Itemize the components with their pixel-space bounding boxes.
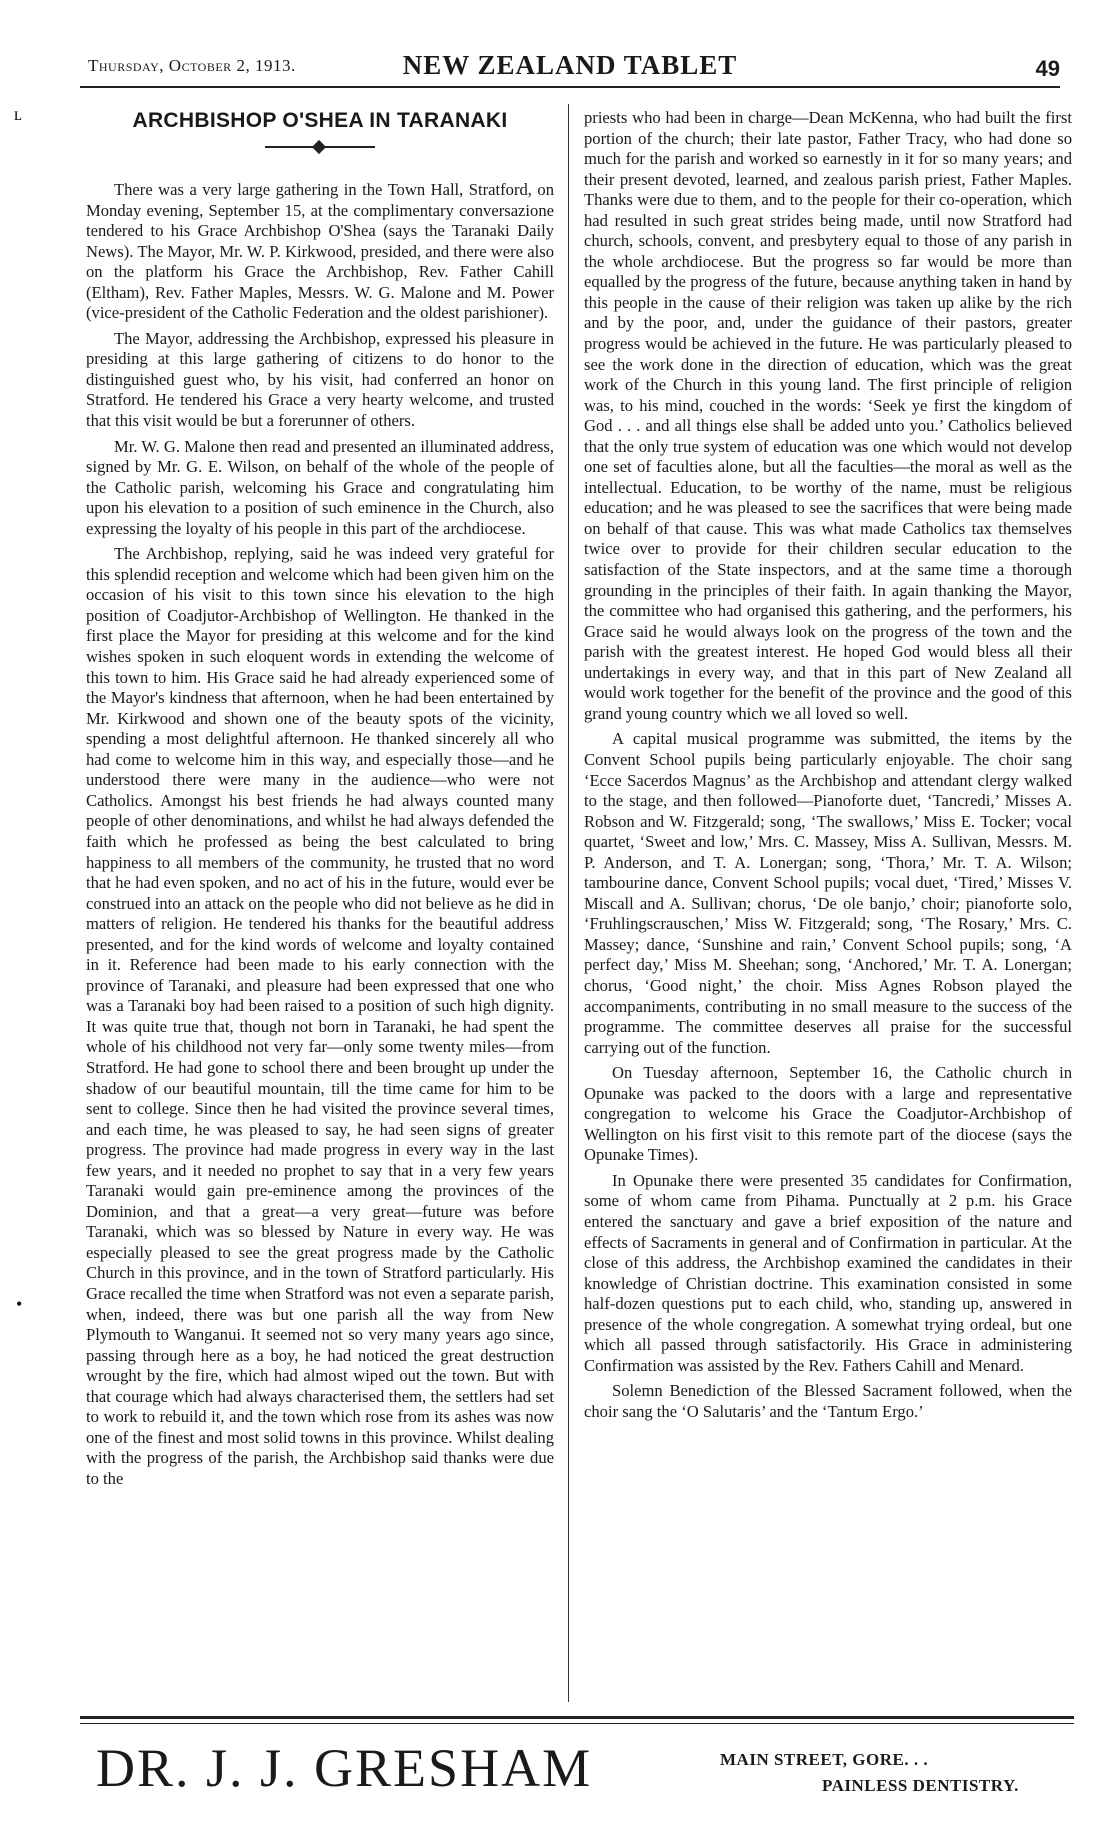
column-divider [568, 104, 569, 1702]
footer-rule [80, 1716, 1074, 1724]
article-headline: ARCHBISHOP O'SHEA IN TARANAKI [132, 109, 508, 132]
article-paragraph: The Mayor, addressing the Archbishop, expressed his pleasure in presiding at this large gathering of citizens to do honor to the distinguished guest who, by his visit, had conferred an honor on Stratford. He tendered his Grace a very hearty welcome, and trusted that this visit would be but a forerunner of others. [86, 328, 554, 431]
margin-mark: ʟ [14, 104, 22, 124]
right-column [584, 108, 1072, 1698]
advertisement-tagline: PAINLESS DENTISTRY. [822, 1776, 1019, 1795]
article-paragraph: The Archbishop, replying, said he was indeed very grateful for this splendid reception and welcome which had been given him on the occasion of his visit to this town since his elevation to the high position of Coadjutor-Archbishop of Wellington. He thanked in the first place the Mayor for presiding at this welcome and for the kind wishes spoken in such eloquent words in extending the welcome of this town to him. His Grace said he had already experienced some of the Mayor's kindness that afternoon, when he had been entertained by Mr. Kirkwood and shown one of the beauty spots of the vicinity, spending a most delightful afternoon. He thanked sincerely all who had come to welcome him in this way, and especially those—and he understood there were many in the audience—who were not Catholics. Amongst his best friends he had always counted many people of other denominations, and whilst he had always defended the faith which he professed as being the best calculated to bring happiness to all members of the community, he trusted that no word that he had even spoken, and no act of his in the future, would ever be construed into an attack on the people who did not believe as he did in matters of religion. He tendered his thanks for the beautiful address presented, and for the kind words of welcome and loyalty contained in it. Reference had been made to his early connection with the province of Taranaki, and pleasure had been expressed that one who was a Taranaki boy had been raised to a position of such high dignity. It was quite true that, though not born in Taranaki, he had spent the whole of his childhood not very far—only some twenty miles—from Stratford. He had gone to school there and been brought up under the shadow of our beautiful mountain, till the time came for him to be sent to college. Since then he had visited the province several times, and each time, he was pleased to say, he had seen signs of greater progress. The province had made progress in every way in the last few years, and it needed no prophet to say that in a very few years Taranaki would gain pre-eminence among the provinces of the Dominion, and that a great—a very great—future was before Taranaki, which was so blessed by Nature in every way. He was especially pleased to see the great progress made by the Catholic Church in this province, and in the town of Stratford particularly. His Grace recalled the time when Stratford was not even a separate parish, when, indeed, there was but one parish all the way from New Plymouth to Wanganui. It seemed not so very many years ago since, passing through here as a boy, he had noticed the great destruction wrought by the fire, which had almost wiped out the town. But with that courage which had always characterised them, the settlers had set to work to rebuild it, and the town which rose from its ashes was now one of the finest and most solid towns in this province. Whilst dealing with the progress of the parish, the Archbishop said thanks were due to the [86, 544, 554, 1488]
article-paragraph: A capital musical programme was submitted, the items by the Convent School pupils being particularly enjoyable. The choir sang ‘Ecce Sacerdos Magnus’ as the Archbishop and attendant clergy walked to the stage, and then followed—Pianoforte duet, ‘Tancredi,’ Misses A. Robson and W. Fitzgerald; song, ‘The swallows,’ Miss E. Tocker; vocal quartet, ‘Sweet and low,’ Mrs. C. Massey, Miss A. Sullivan, Messrs. M. P. Anderson, and T. A. Lonergan; song, ‘Thora,’ Mr. T. A. Wilson; tambourine dance, Convent School pupils; vocal duet, ‘Tired,’ Misses V. Miscall and A. Sullivan; chorus, ‘De ole banjo,’ choir; pianoforte solo, ‘Fruhlingscrauschen,’ Miss W. Fitzgerald; song, ‘The Rosary,’ Mrs. C. Massey; dance, ‘Sunshine and rain,’ Convent School pupils; song, ‘A perfect day,’ Miss M. Sheehan; song, ‘Anchored,’ Mr. T. A. Lonergan; chorus, ‘Good night,’ the choir. Miss Agnes Robson played the accompaniments, contributing in no small measure to the success of the programme. The committee deserves all praise for the successful carrying out of the function. [584, 729, 1072, 1057]
page-number: 49 [1035, 56, 1060, 81]
advertisement-address: MAIN STREET, GORE. . . [720, 1750, 929, 1769]
headline-ornament [265, 144, 375, 150]
article-paragraph: On Tuesday afternoon, September 16, the Catholic church in Opunake was packed to the doors with a large and representative congregation to welcome his Grace the Coadjutor-Archbishop of Wellington on his first visit to this remote part of the diocese (says the Opunake Times). [584, 1063, 1072, 1165]
article-paragraph: Mr. W. G. Malone then read and presented an illuminated address, signed by Mr. G. E. Wilson, on behalf of the whole of the people of the Catholic parish, welcoming his Grace and congratulating him upon his elevation to a position of such eminence in the Church, also expressing the loyalty of his people in this part of the archdiocese. [86, 436, 554, 538]
article-paragraph: In Opunake there were presented 35 candidates for Confirmation, some of whom came from Pihama. Punctually at 2 p.m. his Grace entered the sanctuary and gave a brief exposition of the nature and effects of Sacraments in general and of Confirmation in particular. At the close of this address, the Archbishop examined the candidates in their knowledge of Christian doctrine. This examination consisted in some half-dozen questions put to each child, who, standing up, answered in presence of the whole congregation. A somewhat trying ordeal, but one which all passed through satisfactorily. His Grace in administering Confirmation was assisted by the Rev. Fathers Cahill and Menard. [584, 1170, 1072, 1375]
issue-date: Thursday, October 2, 1913. [88, 56, 296, 75]
article-paragraph: Solemn Benediction of the Blessed Sacrament followed, when the choir sang the ‘O Salutaris’ and the ‘Tantum Ergo.’ [584, 1381, 1072, 1421]
article-paragraph: priests who had been in charge—Dean McKenna, who had built the first portion of the church; their late pastor, Father Tracy, who had done so much for the parish and worked so earnestly in it for so many years; and their present devoted, learned, and zealous parish priest, Father Maples. Thanks were due to them, and to the people for their co-operation, which had resulted in such great strides being made, until now Stratford had church, schools, convent, and presbytery equal to those of any parish in the whole archdiocese. But the progress so far would be more than equalled by the progress of the future, because anything taken in hand by this people in the cause of their religion was taken up alike by the rich and by the poor, and, under the guidance of their pastors, greater progress would be achieved in the future. He was particularly pleased to see the work done in the direction of education, which was the great work of the Church in this young land. The first principle of religion was, to his mind, couched in the words: ‘Seek ye first the kingdom of God . . . and all things else shall be added unto you.’ Catholics believed that the only true system of education was one which would not develop one set of faculties alone, but all the faculties—the moral as well as the intellectual. Education, to be worthy of the name, must be religious education; and he was pleased to see the sacrifices that were being made on behalf of that cause. This was what made Catholics tax themselves twice over to provide for their children secular education to the satisfaction of the State inspectors, and at the same time a thorough grounding in the principles of their faith. In again thanking the Mayor, the committee who had organised this gathering, and the performers, his Grace said he would always look on the progress of the town and the parish with the greatest interest. He hoped God would bless all their undertakings in every way, and that in this part of New Zealand all would work together for the benefit of the province and the good of this grand young country which we all loved so well. [584, 108, 1072, 723]
publication-title: NEW ZEALAND TABLET [402, 50, 738, 80]
left-column [86, 108, 554, 1698]
article-paragraph: There was a very large gathering in the Town Hall, Stratford, on Monday evening, September 15, at the complimentary conversazione tendered to his Grace Archbishop O'Shea (says the Taranaki Daily News). The Mayor, Mr. W. P. Kirkwood, presided, and there were also on the platform his Grace the Archbishop, Rev. Father Cahill (Eltham), Rev. Father Maples, Messrs. W. G. Malone and M. Power (vice-president of the Catholic Federation and the oldest parishioner). [86, 180, 554, 323]
masthead [80, 50, 1060, 88]
advertisement-name: DR. J. J. GRESHAM [96, 1738, 593, 1798]
margin-mark: • [16, 1294, 23, 1314]
